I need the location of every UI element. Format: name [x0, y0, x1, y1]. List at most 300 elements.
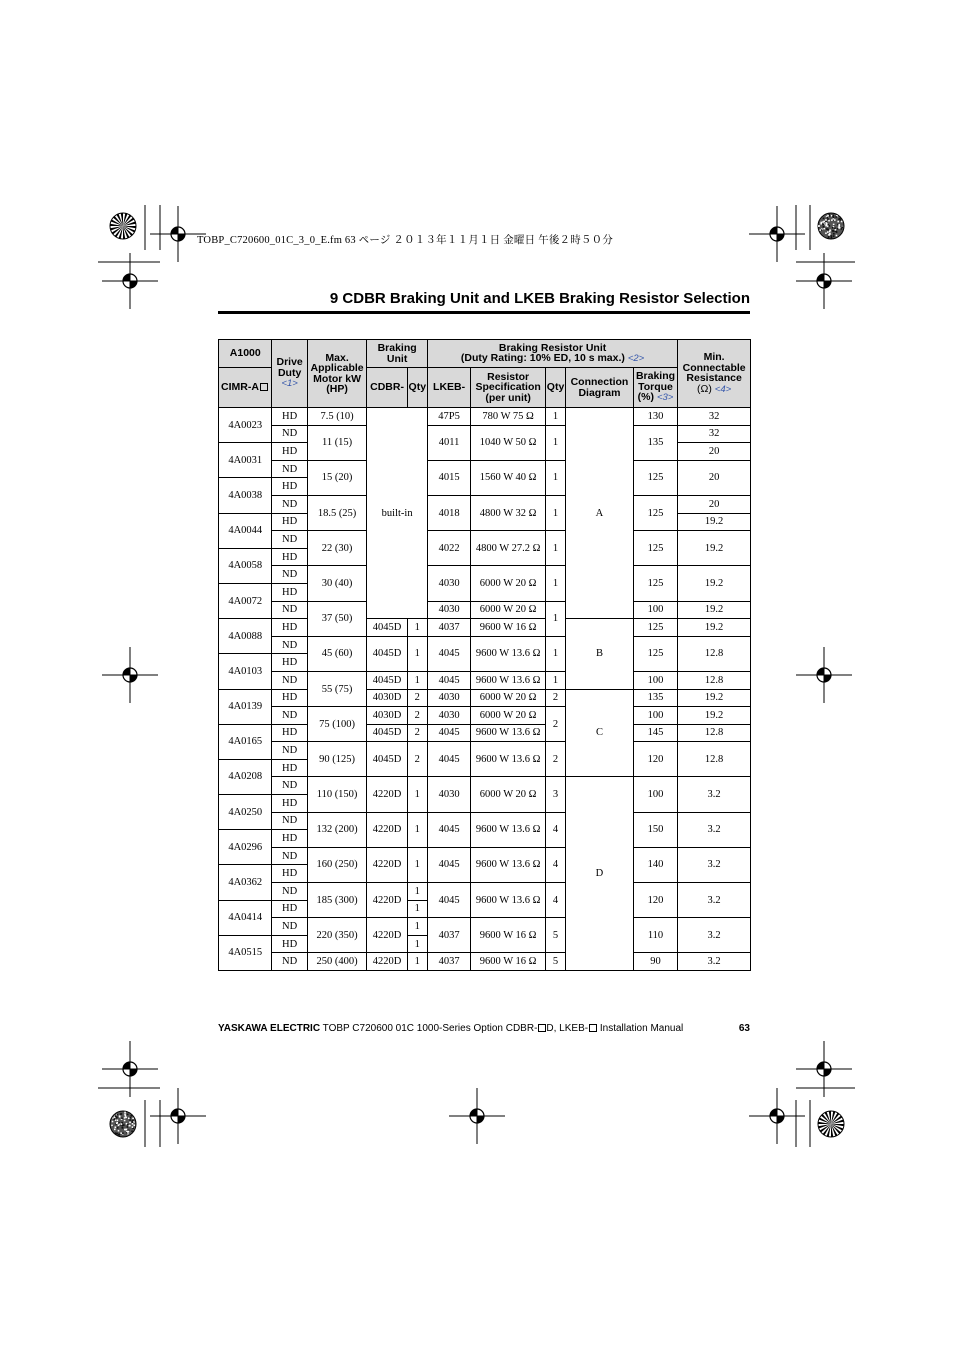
cell-res-qty: 5 [545, 918, 565, 953]
density-dot [132, 1118, 134, 1120]
cell-torque: 125 [633, 531, 677, 566]
cell-cdbr: 4045D [367, 636, 407, 671]
cell-min-res: 32 [678, 425, 751, 443]
cell-duty: HD [272, 795, 307, 813]
cell-duty: HD [272, 619, 307, 637]
density-dot [820, 223, 822, 225]
cell-cdbr-qty: 1 [407, 900, 427, 918]
page-number: 63 [738, 1023, 750, 1034]
cell-motor: 220 (350) [307, 918, 367, 953]
cell-duty: HD [272, 583, 307, 601]
density-dot [111, 1125, 113, 1127]
cell-res-qty: 4 [545, 812, 565, 847]
th-res-spec: Resistor Specification (per unit) [471, 368, 546, 408]
density-dot [118, 1122, 120, 1124]
table-row [219, 531, 751, 549]
density-dot [115, 1116, 117, 1118]
density-dot [831, 237, 833, 239]
cell-model: 4A0072 [219, 583, 272, 618]
table-row [219, 953, 751, 971]
density-dot [118, 1124, 120, 1126]
table-row [219, 601, 751, 619]
cell-res-spec: 1560 W 40 Ω [471, 460, 546, 495]
density-dot [124, 1117, 126, 1119]
cell-duty: ND [272, 777, 307, 795]
cell-motor: 15 (20) [307, 460, 367, 495]
cell-min-res: 3.2 [678, 953, 751, 971]
cell-cdbr-qty: 1 [407, 883, 427, 901]
density-dot [131, 1130, 133, 1132]
density-dot [827, 225, 829, 227]
density-dot [127, 1124, 129, 1126]
cell-cdbr-qty: 1 [407, 636, 427, 671]
cell-torque: 100 [633, 671, 677, 689]
density-dot [829, 231, 831, 233]
cell-lkeb: 4018 [427, 495, 470, 530]
table-row [219, 883, 751, 901]
cell-min-res: 19.2 [678, 619, 751, 637]
cell-duty: HD [272, 654, 307, 672]
cell-lkeb: 4030 [427, 601, 470, 619]
cell-model: 4A0044 [219, 513, 272, 548]
density-dot [124, 1114, 126, 1116]
cell-res-spec: 6000 W 20 Ω [471, 601, 546, 619]
cell-lkeb: 4030 [427, 566, 470, 601]
cell-res-qty: 4 [545, 847, 565, 882]
cell-res-qty: 5 [545, 953, 565, 971]
cell-motor: 75 (100) [307, 707, 367, 742]
cell-lkeb: 4037 [427, 953, 470, 971]
cell-torque: 135 [633, 689, 677, 707]
table-row [219, 724, 751, 742]
cell-duty: HD [272, 724, 307, 742]
density-dot [822, 223, 824, 225]
cell-conn-diagram: C [566, 689, 634, 777]
table-row [219, 847, 751, 865]
density-dot [837, 228, 839, 230]
cell-torque: 110 [633, 918, 677, 953]
section-title: 9 CDBR Braking Unit and LKEB Braking Resistor Selection [329, 290, 750, 307]
cell-res-spec: 9600 W 16 Ω [471, 619, 546, 637]
density-dot [117, 1127, 119, 1129]
footer-brand: YASKAWA ELECTRIC [218, 1023, 321, 1034]
th-resistor-unit: Braking Resistor Unit (Duty Rating: 10% ED, 10 s max.) <2> [427, 340, 677, 368]
density-dot [118, 1130, 120, 1132]
cell-motor: 18.5 (25) [307, 495, 367, 530]
cell-cdbr-qty: 2 [407, 689, 427, 707]
density-dot [124, 1120, 126, 1122]
cell-motor: 90 (125) [307, 742, 367, 777]
cell-cdbr: 4030D [367, 689, 407, 707]
density-dot [823, 226, 825, 228]
density-dot [825, 225, 827, 227]
density-dot [828, 229, 830, 231]
density-dot [118, 1134, 120, 1136]
braking-selection-table [218, 339, 751, 971]
cell-model: 4A0208 [219, 759, 272, 794]
cell-duty: HD [272, 865, 307, 883]
cell-cdbr: 4220D [367, 918, 407, 953]
cell-res-qty: 2 [545, 707, 565, 742]
cell-min-res: 3.2 [678, 847, 751, 882]
cell-duty: ND [272, 495, 307, 513]
placeholder-box-icon [589, 1024, 597, 1032]
density-dot [825, 232, 827, 234]
th-lkeb: LKEB- [427, 368, 470, 408]
cell-model: 4A0515 [219, 935, 272, 970]
cell-model: 4A0139 [219, 689, 272, 724]
cell-cdbr-qty: 1 [407, 777, 427, 812]
cell-model: 4A0023 [219, 408, 272, 443]
density-dot [827, 218, 829, 220]
cell-torque: 125 [633, 566, 677, 601]
density-dot [114, 1129, 116, 1131]
cell-res-qty: 4 [545, 883, 565, 918]
density-dot [831, 219, 833, 221]
cell-motor: 45 (60) [307, 636, 367, 671]
cell-duty: ND [272, 531, 307, 549]
cell-lkeb: 4045 [427, 636, 470, 671]
cell-model: 4A0058 [219, 548, 272, 583]
cell-duty: ND [272, 742, 307, 760]
cell-motor: 30 (40) [307, 566, 367, 601]
cell-cdbr: 4045D [367, 742, 407, 777]
th-drive-duty: Drive Duty <1> [272, 340, 307, 408]
cell-torque: 100 [633, 707, 677, 725]
cell-min-res: 3.2 [678, 918, 751, 953]
cell-res-qty: 1 [545, 495, 565, 530]
cell-res-qty: 1 [545, 671, 565, 689]
cell-motor: 185 (300) [307, 883, 367, 918]
density-dot [127, 1126, 129, 1128]
table-row [219, 636, 751, 654]
cell-conn-diagram: A [566, 408, 634, 619]
table-row [219, 742, 751, 760]
density-dot [841, 226, 843, 228]
file-header-meta: TOBP_C720600_01C_3_0_E.fm 63 ページ ２０１３年１１月１日 金曜日 午後２時５０分 [197, 235, 614, 246]
cell-model: 4A0250 [219, 795, 272, 830]
cell-min-res: 12.8 [678, 671, 751, 689]
cell-min-res: 19.2 [678, 513, 751, 531]
density-dot [115, 1126, 117, 1128]
table-row [219, 619, 751, 637]
cell-res-spec: 780 W 75 Ω [471, 408, 546, 426]
cell-lkeb: 4022 [427, 531, 470, 566]
density-dot [126, 1129, 128, 1131]
note-ref-3: <3> [656, 392, 674, 404]
density-dot [112, 1121, 114, 1123]
cell-motor: 11 (15) [307, 425, 367, 460]
cell-motor: 22 (30) [307, 531, 367, 566]
footer-doc-part: Installation Manual [597, 1023, 684, 1034]
placeholder-box-icon [260, 383, 268, 391]
cell-torque: 145 [633, 724, 677, 742]
density-dot [825, 221, 827, 223]
cell-min-res: 3.2 [678, 777, 751, 812]
density-dot [117, 1114, 119, 1116]
cell-cdbr: 4220D [367, 812, 407, 847]
header-row-1 [219, 340, 751, 368]
density-dot [132, 1126, 134, 1128]
cell-res-spec: 1040 W 50 Ω [471, 425, 546, 460]
th-braking-torque: Braking Torque (%) <3> [633, 368, 677, 408]
density-dot [116, 1133, 118, 1135]
cell-cdbr: 4220D [367, 777, 407, 812]
cell-lkeb: 4045 [427, 742, 470, 777]
density-dot [823, 218, 825, 220]
cell-cdbr-qty: 1 [407, 935, 427, 953]
density-dot [121, 1117, 123, 1119]
density-dot [114, 1119, 116, 1121]
density-dot [835, 229, 837, 231]
cell-model: 4A0088 [219, 619, 272, 654]
cell-lkeb: 47P5 [427, 408, 470, 426]
cell-duty: HD [272, 548, 307, 566]
cell-duty: HD [272, 935, 307, 953]
cell-duty: ND [272, 707, 307, 725]
cell-torque: 120 [633, 742, 677, 777]
density-dot [117, 1119, 119, 1121]
cell-duty: ND [272, 812, 307, 830]
density-dot [825, 219, 827, 221]
density-dot [830, 235, 832, 237]
cell-min-res: 20 [678, 443, 751, 461]
cell-res-spec: 6000 W 20 Ω [471, 777, 546, 812]
cell-torque: 125 [633, 636, 677, 671]
th-a1000: A1000 [219, 340, 272, 368]
cell-min-res: 12.8 [678, 724, 751, 742]
cell-cdbr-qty: 1 [407, 619, 427, 637]
cell-cdbr: 4220D [367, 883, 407, 918]
density-dot [125, 1115, 127, 1117]
footer-doc-part: D, LKEB- [546, 1023, 589, 1034]
th-qty-unit: Qty [407, 368, 427, 408]
cell-cdbr: 4220D [367, 847, 407, 882]
density-dot [832, 227, 834, 229]
cell-model: 4A0031 [219, 443, 272, 478]
cell-res-qty: 3 [545, 777, 565, 812]
cell-duty: ND [272, 883, 307, 901]
cell-duty: HD [272, 689, 307, 707]
table-row [219, 495, 751, 513]
cell-torque: 100 [633, 601, 677, 619]
table-row [219, 689, 751, 707]
cell-torque: 120 [633, 883, 677, 918]
cell-motor: 132 (200) [307, 812, 367, 847]
density-dot [829, 215, 831, 217]
cell-lkeb: 4037 [427, 918, 470, 953]
cell-lkeb: 4015 [427, 460, 470, 495]
cell-res-spec: 9600 W 13.6 Ω [471, 636, 546, 671]
density-dot [827, 215, 829, 217]
cell-cdbr: 4045D [367, 671, 407, 689]
density-dot [124, 1129, 126, 1131]
cell-res-spec: 9600 W 13.6 Ω [471, 742, 546, 777]
th-conn-diagram: Connection Diagram [566, 368, 634, 408]
cell-model: 4A0038 [219, 478, 272, 513]
cell-min-res: 20 [678, 460, 751, 495]
cell-min-res: 19.2 [678, 531, 751, 566]
cell-res-spec: 6000 W 20 Ω [471, 689, 546, 707]
density-dot [119, 1115, 121, 1117]
cell-torque: 125 [633, 495, 677, 530]
th-braking-unit: Braking Unit [367, 340, 428, 368]
cell-min-res: 3.2 [678, 883, 751, 918]
note-ref-1: <1> [281, 378, 298, 390]
cell-lkeb: 4045 [427, 671, 470, 689]
cell-res-spec: 9600 W 13.6 Ω [471, 724, 546, 742]
density-dot [122, 1133, 124, 1135]
cell-res-qty: 1 [545, 566, 565, 601]
table-row [219, 707, 751, 725]
cell-torque: 140 [633, 847, 677, 882]
cell-cdbr-qty: 1 [407, 847, 427, 882]
density-dot [827, 231, 829, 233]
cell-duty: ND [272, 847, 307, 865]
cell-conn-diagram: B [566, 619, 634, 689]
cell-res-qty: 2 [545, 742, 565, 777]
title-rule [218, 311, 750, 314]
density-dot [120, 1132, 122, 1134]
footer-doc-part: TOBP C720600 01C 1000-Series Option CDBR- [320, 1023, 538, 1034]
cell-torque: 130 [633, 408, 677, 426]
density-dot [832, 230, 834, 232]
cell-lkeb: 4045 [427, 724, 470, 742]
cell-res-spec: 9600 W 13.6 Ω [471, 847, 546, 882]
density-dot [833, 224, 835, 226]
cell-res-spec: 6000 W 20 Ω [471, 707, 546, 725]
density-dot [125, 1117, 127, 1119]
cell-min-res: 3.2 [678, 812, 751, 847]
cell-res-spec: 4800 W 32 Ω [471, 495, 546, 530]
density-dot [841, 228, 843, 230]
cell-res-qty: 1 [545, 601, 565, 636]
cell-duty: HD [272, 408, 307, 426]
density-dot [841, 221, 843, 223]
cell-motor: 250 (400) [307, 953, 367, 971]
table-row [219, 918, 751, 936]
cell-duty: HD [272, 478, 307, 496]
table-row [219, 408, 751, 426]
th-cimr: CIMR-A [219, 368, 272, 408]
cell-torque: 135 [633, 425, 677, 460]
cell-duty: HD [272, 513, 307, 531]
footer-doc-line [218, 1023, 750, 1034]
density-dot [121, 1122, 123, 1124]
cell-torque: 125 [633, 619, 677, 637]
cell-cdbr-qty: 1 [407, 671, 427, 689]
th-cdbr: CDBR- [367, 368, 407, 408]
th-qty-resistor: Qty [545, 368, 565, 408]
note-ref-2: <2> [627, 353, 645, 364]
table-row [219, 425, 751, 443]
cell-duty: ND [272, 566, 307, 584]
density-dot [819, 229, 821, 231]
cell-min-res: 19.2 [678, 707, 751, 725]
cell-res-qty: 1 [545, 408, 565, 426]
cell-built-in: built-in [367, 408, 428, 619]
density-dot [837, 221, 839, 223]
density-dot [826, 217, 828, 219]
cell-torque: 100 [633, 777, 677, 812]
density-dot [116, 1122, 118, 1124]
cell-lkeb: 4030 [427, 689, 470, 707]
cell-lkeb: 4045 [427, 883, 470, 918]
density-dot [122, 1127, 124, 1129]
table-row [219, 812, 751, 830]
density-dot [834, 219, 836, 221]
cell-model: 4A0296 [219, 830, 272, 865]
density-dot [127, 1131, 129, 1133]
cell-cdbr: 4045D [367, 724, 407, 742]
cell-res-spec: 9600 W 16 Ω [471, 918, 546, 953]
cell-min-res: 32 [678, 408, 751, 426]
cell-torque: 150 [633, 812, 677, 847]
table-row [219, 671, 751, 689]
density-dot [129, 1117, 131, 1119]
cell-motor: 7.5 (10) [307, 408, 367, 426]
cell-cdbr-qty: 2 [407, 707, 427, 725]
density-dot [828, 220, 830, 222]
cell-torque: 125 [633, 460, 677, 495]
note-ref-4: <4> [714, 383, 732, 395]
cell-res-qty: 1 [545, 636, 565, 671]
density-dot [124, 1112, 126, 1114]
cell-model: 4A0165 [219, 724, 272, 759]
cell-lkeb: 4030 [427, 707, 470, 725]
cell-res-spec: 9600 W 13.6 Ω [471, 883, 546, 918]
cell-min-res: 19.2 [678, 566, 751, 601]
density-dot [132, 1123, 134, 1125]
density-dot [836, 235, 838, 237]
cell-res-spec: 6000 W 20 Ω [471, 566, 546, 601]
cell-duty: ND [272, 460, 307, 478]
cell-res-spec: 4800 W 27.2 Ω [471, 531, 546, 566]
cell-min-res: 20 [678, 495, 751, 513]
cell-res-spec: 9600 W 13.6 Ω [471, 671, 546, 689]
cell-duty: ND [272, 953, 307, 971]
cell-model: 4A0362 [219, 865, 272, 900]
table-row [219, 777, 751, 795]
cell-cdbr: 4045D [367, 619, 407, 637]
density-dot [128, 1125, 130, 1127]
density-dot [818, 225, 820, 227]
cell-conn-diagram: D [566, 777, 634, 971]
density-dot [836, 231, 838, 233]
density-dot [833, 235, 835, 237]
density-dot [823, 228, 825, 230]
density-dot [835, 216, 837, 218]
density-dot [832, 216, 834, 218]
cell-min-res: 19.2 [678, 689, 751, 707]
table-row [219, 566, 751, 584]
cell-duty: HD [272, 443, 307, 461]
density-dot [127, 1114, 129, 1116]
cell-duty: ND [272, 636, 307, 654]
cell-duty: ND [272, 601, 307, 619]
cell-res-qty: 2 [545, 689, 565, 707]
cell-duty: ND [272, 918, 307, 936]
cell-cdbr: 4030D [367, 707, 407, 725]
density-dot [120, 1123, 122, 1125]
th-min-resistance: Min. Connectable Resistance (Ω) <4> [678, 340, 751, 408]
density-dot [129, 1119, 131, 1121]
cell-min-res: 12.8 [678, 636, 751, 671]
cell-motor: 55 (75) [307, 671, 367, 706]
cell-res-qty: 1 [545, 425, 565, 460]
th-max-motor: Max. Applicable Motor kW (HP) [307, 340, 367, 408]
cell-cdbr-qty: 2 [407, 724, 427, 742]
